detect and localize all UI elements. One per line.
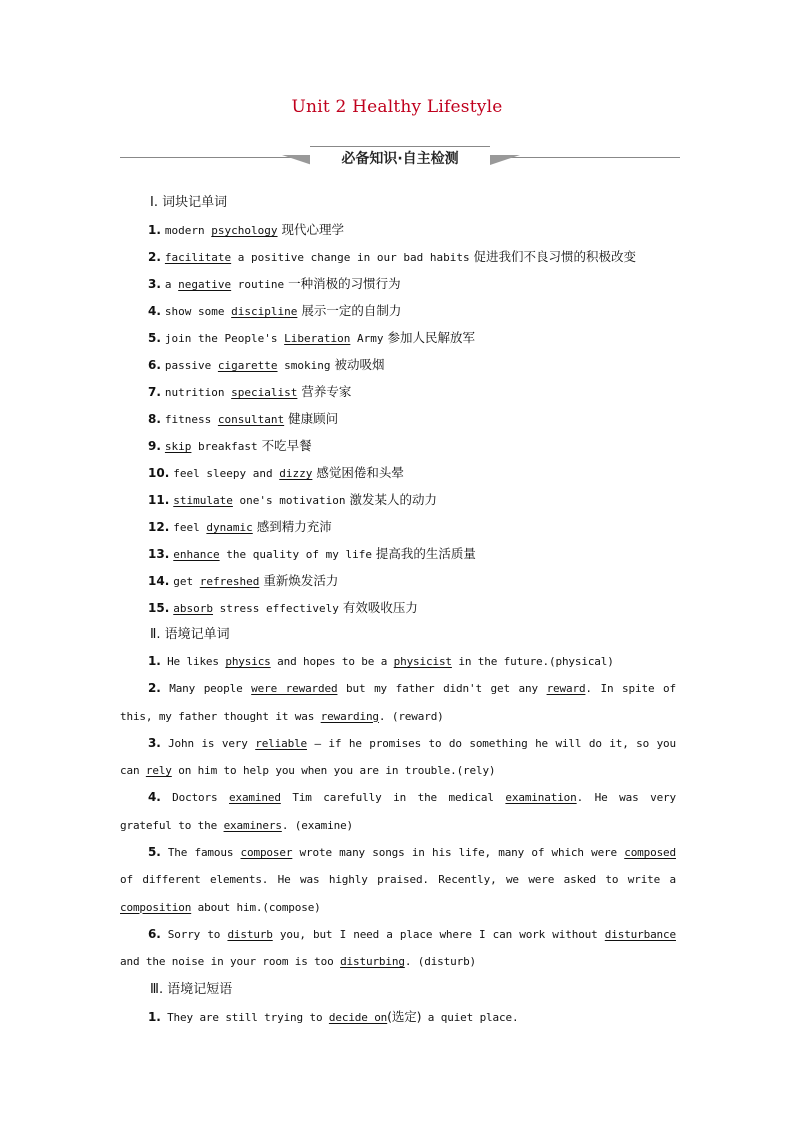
list-item: [120, 243, 676, 270]
section-banner: [120, 146, 680, 176]
item-text: get: [173, 575, 200, 588]
item-text: 营养专家: [297, 384, 352, 399]
item-text: 被动吸烟: [330, 357, 385, 372]
list-item: [120, 432, 676, 459]
context-item-5: 5. The famous composer wrote many songs in his life, many of which were composed of different elements. He was highly praised. Recently, we were asked to write a composition about him.(compose): [120, 845, 676, 914]
answer-word: dynamic: [206, 521, 253, 534]
answer-word: facilitate: [164, 251, 232, 264]
list-item: [120, 378, 676, 405]
section-heading-2: Ⅱ. 语境记单词: [150, 627, 230, 642]
item-text: modern: [164, 224, 212, 237]
answer-word: cigarette: [217, 359, 278, 372]
item-text: a positive change in our bad habits: [231, 251, 470, 264]
item-text: show some: [164, 305, 232, 318]
item-text: 促进我们不良习惯的积极改变: [469, 249, 637, 264]
list-item: [120, 567, 676, 594]
item-number: 10.: [148, 466, 170, 480]
answer-word: psychology: [211, 224, 278, 237]
item-text: passive: [164, 359, 218, 372]
item-text: routine: [231, 278, 285, 291]
answer-word: skip: [164, 440, 192, 453]
item-number: 12.: [148, 520, 170, 534]
item-text: Army: [350, 332, 384, 345]
item-number: 7.: [148, 385, 161, 399]
item-text: a: [164, 278, 179, 291]
item-text: 展示一定的自制力: [297, 303, 402, 318]
item-text: 提高我的生活质量: [371, 546, 476, 561]
item-text: 有效吸收压力: [338, 600, 418, 615]
context-item-3: 3. John is very reliable — if he promises to do something he will do it, so you can rely on him to help you when you are in trouble.(rely): [120, 735, 676, 778]
section-heading-3: Ⅲ. 语境记短语: [150, 981, 233, 997]
list-item: [120, 486, 676, 513]
item-text: 感觉困倦和头晕: [312, 465, 404, 480]
word-list: [120, 216, 676, 621]
item-text: join the People's: [164, 332, 285, 345]
item-text: nutrition: [164, 386, 232, 399]
answer-word: consultant: [217, 413, 285, 426]
answer-word: negative: [178, 278, 232, 291]
item-number: 13.: [148, 547, 170, 561]
item-number: 4.: [148, 304, 161, 318]
list-item: [120, 405, 676, 432]
item-text: fitness: [164, 413, 218, 426]
item-text: stress effectively: [213, 602, 339, 615]
item-number: 6.: [148, 358, 161, 372]
item-text: 现代心理学: [277, 222, 344, 237]
section-heading-1: Ⅰ. 词块记单词: [150, 195, 228, 210]
item-number: 8.: [148, 412, 161, 426]
document-body: [120, 189, 676, 1031]
item-text: smoking: [277, 359, 331, 372]
item-text: 重新焕发活力: [259, 573, 339, 588]
item-number: 15.: [148, 601, 170, 615]
item-number: 1.: [148, 223, 161, 237]
context-item-6: 6. Sorry to disturb you, but I need a place where I can work without disturbance and the noise in your room is too disturbing. (disturb): [120, 926, 676, 969]
answer-word: enhance: [173, 548, 220, 561]
context-item-2: 2. Many people were rewarded but my father didn't get any reward. In spite of this, my father thought it was rewarding. (reward): [120, 681, 676, 723]
item-text: the quality of my life: [219, 548, 372, 561]
item-text: 不吃早餐: [257, 438, 312, 453]
item-text: 感到精力充沛: [252, 519, 332, 534]
list-item: [120, 324, 676, 351]
item-number: 5.: [148, 331, 161, 345]
answer-word: absorb: [173, 602, 214, 615]
item-text: feel: [173, 521, 207, 534]
answer-word: Liberation: [284, 332, 351, 345]
item-text: 激发某人的动力: [345, 492, 437, 507]
answer-word: discipline: [231, 305, 298, 318]
answer-word: dizzy: [279, 467, 313, 480]
item-text: breakfast: [191, 440, 258, 453]
list-item: [120, 216, 676, 243]
list-item: [120, 459, 676, 486]
context-item-1: 1. He likes physics and hopes to be a physicist in the future.(physical): [148, 654, 614, 668]
item-number: 2.: [148, 250, 161, 264]
list-item: [120, 270, 676, 297]
list-item: [120, 513, 676, 540]
banner-label: 必备知识·自主检测: [341, 151, 459, 167]
item-number: 14.: [148, 574, 170, 588]
list-item: [120, 297, 676, 324]
answer-word: refreshed: [199, 575, 260, 588]
item-text: 参加人民解放军: [383, 330, 475, 345]
list-item: [120, 540, 676, 567]
list-item: [120, 594, 676, 621]
list-item: [120, 351, 676, 378]
answer-word: stimulate: [173, 494, 233, 507]
phrase-item-1: 1. They are still trying to decide on(选定) a quiet place.: [148, 1008, 519, 1024]
item-number: 9.: [148, 439, 161, 453]
item-number: 3.: [148, 277, 161, 291]
context-item-4: 4. Doctors examined Tim carefully in the medical examination. He was very grateful to the examiners. (examine): [120, 790, 676, 832]
page-title: Unit 2 Healthy Lifestyle: [291, 97, 503, 117]
answer-word: specialist: [231, 386, 298, 399]
item-text: 一种消极的习惯行为: [284, 276, 401, 291]
item-text: 健康顾问: [284, 411, 339, 426]
item-text: one's motivation: [232, 494, 346, 507]
item-number: 11.: [148, 493, 170, 507]
item-text: feel sleepy and: [173, 467, 280, 480]
